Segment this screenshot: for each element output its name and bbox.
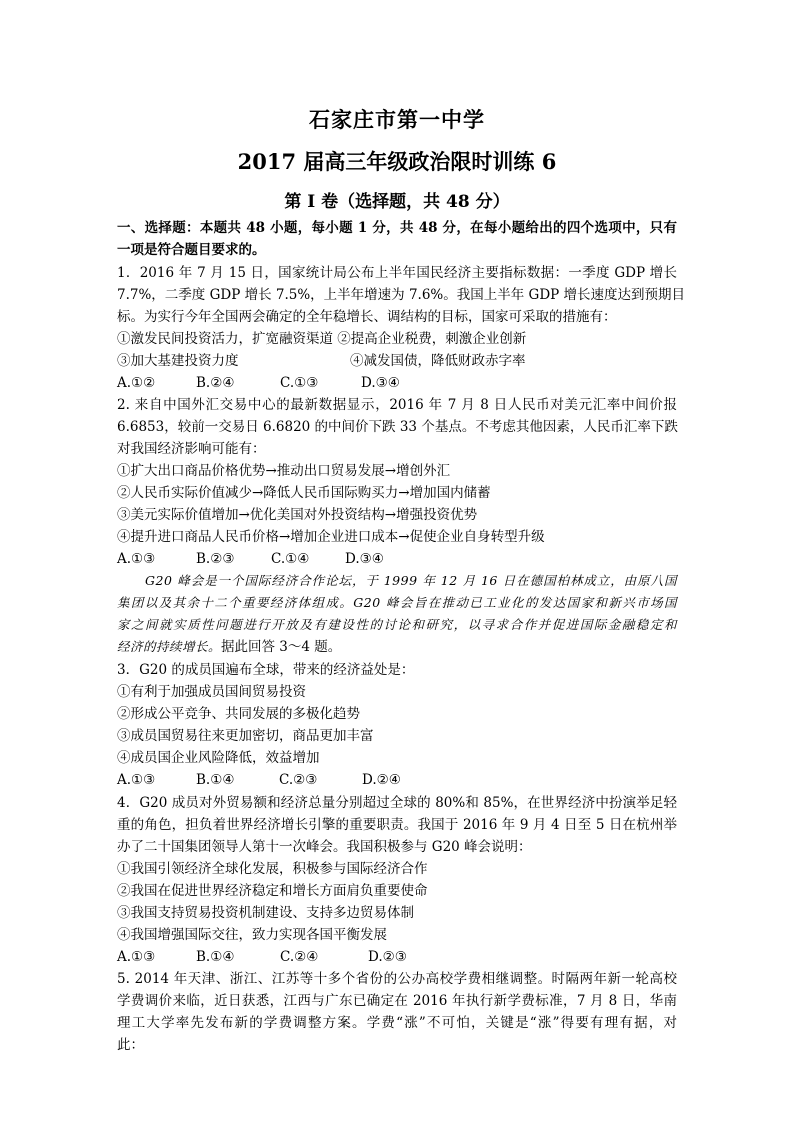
q3-statement-1: ①有利于加强成员国间贸易投资	[117, 684, 306, 700]
q3-option-d: D.②④	[362, 772, 401, 788]
q2-stem-line-2: 6.6853，较前一交易日 6.6820 的中间价下跌 33 个基点。不考虑其他因素，人民币汇率下跌	[117, 419, 678, 435]
q3-option-c: C.②③	[279, 772, 318, 788]
q5-stem-line-4: 此：	[117, 1037, 144, 1053]
q3-option-a: A.①③	[117, 772, 156, 788]
q3-statement-4: ④成员国企业风险降低，效益增加	[117, 750, 320, 766]
school-name: 石家庄市第一中学	[309, 107, 485, 132]
q4-option-c: C.②④	[280, 949, 319, 965]
q1-stem-line-1: 1．2016 年 7 月 15 日，国家统计局公布上半年国民经济主要指标数据：一季度 GDP 增长	[117, 265, 677, 281]
q4-option-b: B.①④	[196, 949, 235, 965]
passage-line-2: 集团以及其余十二个重要经济体组成。G20 峰会旨在推动已工业化的发达国家和新兴市场国	[117, 595, 677, 610]
q4-option-a: A.①③	[117, 949, 156, 965]
instructions-line-1: 一、选择题：本题共 48 小题，每小题 1 分，共 48 分，在每小题给出的四个选项中，只有	[117, 220, 677, 236]
q2-option-d: D.③④	[345, 551, 384, 567]
q1-statements-row-1	[117, 328, 677, 350]
exam-title: 2017 届高三年级政治限时训练 6	[237, 149, 557, 174]
passage-line-4-text: 经济的持续增长。	[117, 639, 222, 654]
q4-stem-line-1: 4．G20 成员对外贸易额和经济总量分别超过全球的 80%和 85%，在世界经济中扮演举足轻	[117, 795, 677, 811]
passage-instruction: 据此回答 3～4 题。	[221, 639, 342, 655]
q5-stem-line-1: 5. 2014 年天津、浙江、江苏等十多个省份的公办高校学费相继调整。时隔两年新一轮高校	[117, 971, 677, 987]
q1-statement-2: ②提高企业税费，刺激企业创新	[337, 331, 527, 347]
q4-stem-line-2: 重的角色，担负着世界经济增长引擎的重要职责。我国于 2016 年 9 月 4 日至 5 日在杭州举	[117, 817, 677, 833]
q4-option-d: D.②③	[368, 949, 407, 965]
q4-statement-1: ①我国引领经济全球化发展，积极参与国际经济合作	[117, 861, 428, 877]
q2-option-a: A.①③	[117, 551, 156, 567]
q3-option-b: B.①④	[196, 772, 235, 788]
q2-stem-line-3: 对我国经济影响可能有：	[117, 441, 266, 457]
q2-option-c: C.①④	[271, 551, 310, 567]
q2-statement-2: ②人民币实际价值减少→降低人民币国际购买力→增加国内储蓄	[117, 485, 491, 501]
q3-stem: 3．G20 的成员国遍布全球，带来的经济益处是：	[117, 662, 415, 678]
q4-statement-2: ②我国在促进世界经济稳定和增长方面肩负重要使命	[117, 883, 428, 899]
q2-options	[117, 548, 677, 570]
q3-statement-2: ②形成公平竞争、共同发展的多极化趋势	[117, 706, 360, 722]
passage-line-3: 家之间就实质性问题进行开放及有建设性的讨论和研究，以寻求合作并促进国际金融稳定和	[117, 617, 677, 632]
section-title: 第 I 卷（选择题，共 48 分）	[284, 192, 510, 212]
q2-option-b: B.②③	[196, 551, 235, 567]
passage-line-1: G20 峰会是一个国际经济合作论坛，于 1999 年 12 月 16 日在德国柏林成立，由原八国	[145, 573, 677, 588]
q1-stem-line-2: 7.7%，二季度 GDP 增长 7.5%，上半年增速为 7.6%。我国上半年 GDP 增长速度达到预期目	[117, 287, 686, 303]
q2-statement-3: ③美元实际价值增加→优化美国对外投资结构→增强投资优势	[117, 507, 478, 523]
q3-options	[117, 769, 677, 791]
q4-statement-3: ③我国支持贸易投资机制建设、支持多边贸易体制	[117, 905, 414, 921]
passage-line-4	[117, 636, 677, 658]
q1-statement-1: ①激发民间投资活力，扩宽融资渠道	[117, 331, 333, 347]
q1-option-a: A.①②	[117, 375, 156, 391]
q1-statement-4: ④减发国债，降低财政赤字率	[350, 353, 526, 369]
q5-stem-line-2: 学费调价来临，近日获悉，江西与广东已确定在 2016 年执行新学费标准，7 月 8 日，华南	[117, 993, 677, 1009]
q2-statement-1: ①扩大出口商品价格优势→推动出口贸易发展→增创外汇	[117, 463, 451, 479]
q4-statement-4: ④我国增强国际交往，致力实现各国平衡发展	[117, 927, 387, 943]
q4-stem-line-3: 办了二十国集团领导人第十一次峰会。我国积极参与 G20 峰会说明：	[117, 839, 532, 855]
q1-option-d: D.③④	[361, 375, 400, 391]
instructions-line-2: 一项是符合题目要求的。	[117, 242, 266, 258]
q1-option-c: C.①③	[280, 375, 319, 391]
q3-statement-3: ③成员国贸易往来更加密切，商品更加丰富	[117, 728, 374, 744]
q1-option-b: B.②④	[196, 375, 235, 391]
q1-statement-3: ③加大基建投资力度	[117, 353, 239, 369]
q1-options	[117, 372, 677, 394]
q1-stem-line-3: 标。为实行今年全国两会确定的全年稳增长、调结构的目标，国家可采取的措施有：	[117, 309, 617, 325]
q2-stem-line-1: 2. 来自中国外汇交易中心的最新数据显示，2016 年 7 月 8 日人民币对美元汇率中间价报	[117, 397, 677, 413]
q1-statements-row-2	[117, 350, 677, 372]
q4-options	[117, 946, 677, 968]
q5-stem-line-3: 理工大学率先发布新的学费调整方案。学费“涨”不可怕，关键是“涨”得要有理有据，对	[117, 1015, 677, 1031]
q2-statement-4: ④提升进口商品人民币价格→增加企业进口成本→促使企业自身转型升级	[117, 529, 545, 545]
